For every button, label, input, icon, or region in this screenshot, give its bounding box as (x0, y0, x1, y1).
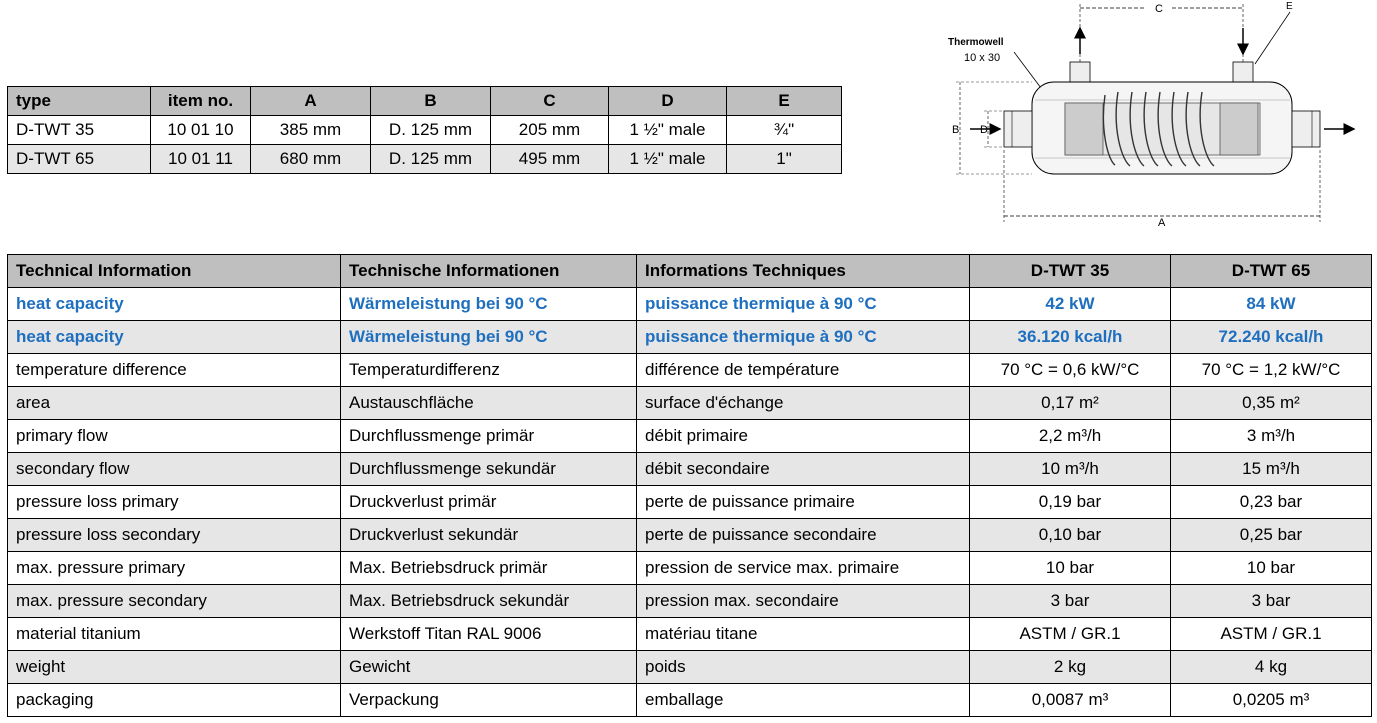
cell: Durchflussmenge primär (341, 420, 637, 453)
table-row (8, 585, 1372, 618)
col-item-no: item no. (151, 87, 251, 116)
cell: Wärmeleistung bei 90 °C (341, 321, 637, 354)
cell: ASTM / GR.1 (970, 618, 1171, 651)
table-row (8, 684, 1372, 717)
cell: 0,35 m² (1171, 387, 1372, 420)
table-row (8, 519, 1372, 552)
cell: pressure loss primary (8, 486, 341, 519)
cell: pressure loss secondary (8, 519, 341, 552)
cell: 36.120 kcal/h (970, 321, 1171, 354)
cell: Temperaturdifferenz (341, 354, 637, 387)
cell: 0,19 bar (970, 486, 1171, 519)
cell: 70 °C = 0,6 kW/°C (970, 354, 1171, 387)
cell: Austauschfläche (341, 387, 637, 420)
cell: temperature difference (8, 354, 341, 387)
cell: max. pressure secondary (8, 585, 341, 618)
thermowell-label: Thermowell (948, 37, 1004, 48)
col-informations-techniques: Informations Techniques (637, 255, 970, 288)
cell: 0,23 bar (1171, 486, 1372, 519)
cell: 0,0205 m³ (1171, 684, 1372, 717)
cell: 10 01 10 (151, 116, 251, 145)
cell: poids (637, 651, 970, 684)
cell: heat capacity (8, 288, 341, 321)
cell: Verpackung (341, 684, 637, 717)
cell: surface d'échange (637, 387, 970, 420)
cell: Druckverlust primär (341, 486, 637, 519)
table-row (8, 321, 1372, 354)
cell: 205 mm (491, 116, 609, 145)
cell: Max. Betriebsdruck sekundär (341, 585, 637, 618)
dimension-a-label: A (1158, 217, 1166, 229)
table-row (8, 486, 1372, 519)
col-e: E (727, 87, 842, 116)
cell: 0,0087 m³ (970, 684, 1171, 717)
table-row (8, 651, 1372, 684)
col-technical-information: Technical Information (8, 255, 341, 288)
table-row (8, 354, 1372, 387)
cell: 3 bar (1171, 585, 1372, 618)
cell: Durchflussmenge sekundär (341, 453, 637, 486)
cell: heat capacity (8, 321, 341, 354)
col-type: type (8, 87, 151, 116)
dimension-header-row (8, 87, 842, 116)
thermowell-size: 10 x 30 (964, 52, 1001, 64)
cell: perte de puissance secondaire (637, 519, 970, 552)
table-row (8, 552, 1372, 585)
col-a: A (251, 87, 371, 116)
cell: 72.240 kcal/h (1171, 321, 1372, 354)
cell: 42 kW (970, 288, 1171, 321)
cell: 0,10 bar (970, 519, 1171, 552)
dimension-b-label: B (952, 124, 960, 136)
cell: Werkstoff Titan RAL 9006 (341, 618, 637, 651)
cell: 15 m³/h (1171, 453, 1372, 486)
cell: différence de température (637, 354, 970, 387)
cell: pression de service max. primaire (637, 552, 970, 585)
col-technische-informationen: Technische Informationen (341, 255, 637, 288)
cell: 10 bar (970, 552, 1171, 585)
col-c: C (491, 87, 609, 116)
cell: 680 mm (251, 145, 371, 174)
cell: Max. Betriebsdruck primär (341, 552, 637, 585)
dimension-c-label: C (1155, 3, 1163, 15)
cell: D-TWT 35 (8, 116, 151, 145)
technical-table (7, 254, 1372, 717)
cell: 70 °C = 1,2 kW/°C (1171, 354, 1372, 387)
table-row (8, 618, 1372, 651)
cell: 84 kW (1171, 288, 1372, 321)
cell: weight (8, 651, 341, 684)
cell: 385 mm (251, 116, 371, 145)
cell: pression max. secondaire (637, 585, 970, 618)
cell: puissance thermique à 90 °C (637, 321, 970, 354)
cell: 0,25 bar (1171, 519, 1372, 552)
col-d: D (609, 87, 727, 116)
cell: 1" (727, 145, 842, 174)
heat-exchanger-diagram (940, 0, 1377, 235)
dimension-e-label: E (1286, 1, 1293, 12)
cell: 10 01 11 (151, 145, 251, 174)
cell: Gewicht (341, 651, 637, 684)
cell: 0,17 m² (970, 387, 1171, 420)
cell: 10 m³/h (970, 453, 1171, 486)
cell: 3 bar (970, 585, 1171, 618)
cell: ¾" (727, 116, 842, 145)
col-d-twt-35: D-TWT 35 (970, 255, 1171, 288)
dimension-table (7, 86, 842, 174)
cell: débit secondaire (637, 453, 970, 486)
cell: 1 ½" male (609, 145, 727, 174)
cell: matériau titane (637, 618, 970, 651)
cell: 2,2 m³/h (970, 420, 1171, 453)
cell: ASTM / GR.1 (1171, 618, 1372, 651)
cell: max. pressure primary (8, 552, 341, 585)
table-row (8, 145, 842, 174)
col-d-twt-65: D-TWT 65 (1171, 255, 1372, 288)
dimension-d-label: D (980, 124, 988, 136)
cell: 10 bar (1171, 552, 1372, 585)
cell: packaging (8, 684, 341, 717)
cell: D-TWT 65 (8, 145, 151, 174)
table-row (8, 288, 1372, 321)
table-row (8, 116, 842, 145)
cell: 4 kg (1171, 651, 1372, 684)
table-row (8, 387, 1372, 420)
cell: 3 m³/h (1171, 420, 1372, 453)
cell: Druckverlust sekundär (341, 519, 637, 552)
cell: material titanium (8, 618, 341, 651)
cell: débit primaire (637, 420, 970, 453)
table-row (8, 453, 1372, 486)
cell: perte de puissance primaire (637, 486, 970, 519)
cell: 495 mm (491, 145, 609, 174)
table-row (8, 420, 1372, 453)
cell: D. 125 mm (371, 116, 491, 145)
cell: primary flow (8, 420, 341, 453)
cell: 2 kg (970, 651, 1171, 684)
col-b: B (371, 87, 491, 116)
cell: Wärmeleistung bei 90 °C (341, 288, 637, 321)
cell: D. 125 mm (371, 145, 491, 174)
cell: puissance thermique à 90 °C (637, 288, 970, 321)
cell: 1 ½" male (609, 116, 727, 145)
cell: area (8, 387, 341, 420)
cell: emballage (637, 684, 970, 717)
cell: secondary flow (8, 453, 341, 486)
technical-header-row (8, 255, 1372, 288)
